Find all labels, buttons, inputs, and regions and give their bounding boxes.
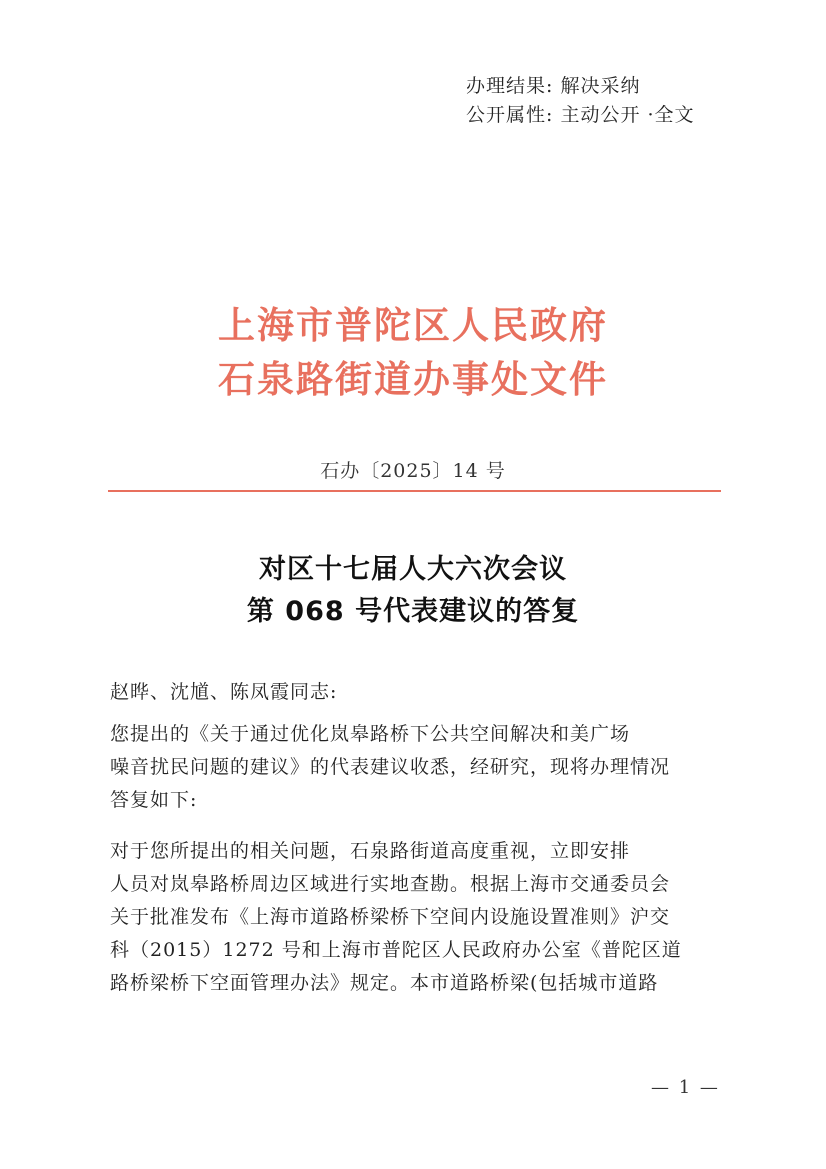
document-title-line-2: 第 068 号代表建议的答复 bbox=[246, 596, 580, 627]
page-number: — 1 — bbox=[651, 1077, 720, 1098]
handling-result: 办理结果: 解决采纳 bbox=[466, 75, 641, 97]
issuer-header-line-1: 上海市普陀区人民政府 bbox=[218, 304, 608, 347]
paragraph-line: 对于您所提出的相关问题，石泉路街道高度重视，立即安排 bbox=[110, 840, 631, 862]
document-number: 石办〔2025〕14 号 bbox=[320, 460, 506, 482]
paragraph-line: 关于批准发布《上海市道路桥梁桥下空间内设施设置准则》沪交 bbox=[110, 906, 671, 928]
issuer-header-line-2: 石泉路街道办事处文件 bbox=[218, 358, 608, 401]
paragraph-1 bbox=[110, 718, 722, 817]
paragraph-line: 答复如下: bbox=[110, 789, 198, 811]
paragraph-line: 人员对岚皋路桥周边区域进行实地查勘。根据上海市交通委员会 bbox=[110, 873, 671, 895]
paragraph-line: 路桥梁桥下空面管理办法》规定。本市道路桥梁(包括城市道路 bbox=[110, 972, 659, 994]
paragraph-line: 科（2015）1272 号和上海市普陀区人民政府办公室《普陀区道 bbox=[110, 939, 682, 961]
paragraph-line: 噪音扰民问题的建议》的代表建议收悉，经研究，现将办理情况 bbox=[110, 756, 671, 778]
salutation: 赵晔、沈馗、陈凤霞同志: bbox=[110, 681, 338, 703]
disclosure-attribute: 公开属性: 主动公开 ·全文 bbox=[466, 104, 695, 126]
red-divider bbox=[108, 490, 721, 492]
paragraph-2 bbox=[110, 835, 722, 1000]
document-title-line-1: 对区十七届人大六次会议 bbox=[259, 554, 567, 585]
document-meta bbox=[466, 72, 695, 130]
paragraph-line: 您提出的《关于通过优化岚皋路桥下公共空间解决和美广场 bbox=[110, 723, 631, 745]
